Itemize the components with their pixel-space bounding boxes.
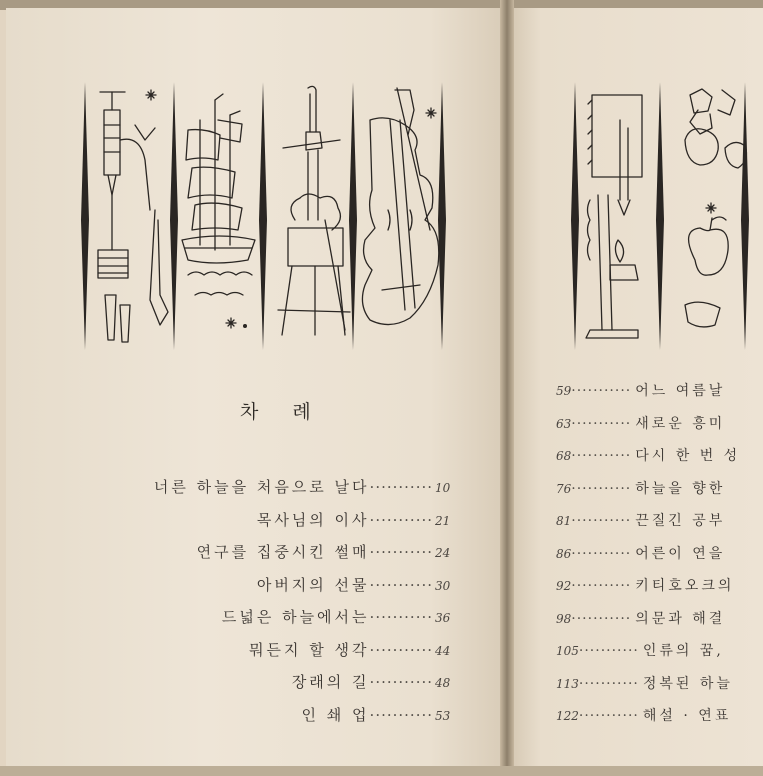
toc-leader-dots: ··········· bbox=[578, 675, 639, 692]
left-illustration-band bbox=[70, 80, 460, 355]
book-edge-bottom bbox=[0, 766, 763, 776]
toc-leader-dots: ··········· bbox=[571, 415, 632, 432]
toc-entry bbox=[556, 608, 740, 641]
toc-entry-title: 키티호오크의 bbox=[635, 578, 735, 594]
toc-entry-page: 30 bbox=[435, 578, 451, 593]
toc-entry-page: 36 bbox=[435, 611, 451, 625]
toc-entry-page: 48 bbox=[435, 676, 451, 690]
toc-entry-title: 하늘을 향한 bbox=[635, 480, 726, 497]
divider-ornament-icon bbox=[81, 82, 446, 350]
toc-entry bbox=[33, 574, 453, 607]
toc-entry bbox=[556, 575, 740, 608]
toc-leader-dots: ··········· bbox=[571, 448, 632, 464]
toc-entry bbox=[33, 541, 453, 574]
toc-entry-page: 113 bbox=[556, 676, 579, 691]
toc-entry bbox=[556, 510, 740, 543]
toc-leader-dots: ··········· bbox=[369, 673, 433, 691]
cello-icon bbox=[362, 88, 438, 325]
toc-leader-dots: ··········· bbox=[369, 543, 433, 561]
toc-entry-title: 목사님의 이사 bbox=[256, 510, 370, 529]
toc-entry-page: 59 bbox=[556, 384, 572, 398]
toc-entry-page: 76 bbox=[556, 481, 572, 496]
toc-entry bbox=[33, 639, 453, 672]
toc-entry-title: 어느 여름날 bbox=[635, 383, 726, 399]
toc-entry bbox=[33, 704, 453, 737]
toc-entry-title: 의문과 해결 bbox=[635, 610, 726, 627]
toc-entry bbox=[556, 705, 740, 738]
apple-icon bbox=[685, 217, 728, 327]
toc-entry bbox=[556, 543, 740, 576]
toc-entry-page: 24 bbox=[435, 546, 451, 560]
toc-leader-dots: ··········· bbox=[571, 513, 632, 529]
toc-entry-title: 새로운 흥미 bbox=[635, 415, 726, 432]
syringe-icon bbox=[98, 90, 168, 342]
toc-right-list bbox=[556, 380, 740, 738]
toc-entry bbox=[556, 413, 740, 446]
toc-entry-title: 연구를 집중시킨 썰매 bbox=[196, 543, 370, 561]
page-title: 차 례 bbox=[240, 401, 325, 423]
right-illustration-band bbox=[560, 80, 763, 355]
toc-entry-title: 다시 한 번 성 bbox=[635, 448, 741, 464]
toc-entry-page: 68 bbox=[556, 449, 572, 463]
toc-entry-page: 92 bbox=[556, 579, 572, 593]
toc-entry-page: 105 bbox=[556, 644, 579, 658]
toc-entry-page: 81 bbox=[556, 514, 572, 528]
toc-entry-page: 21 bbox=[435, 513, 451, 528]
toc-leader-dots: ··········· bbox=[369, 608, 433, 626]
toc-entry-title: 뭐든지 할 생각 bbox=[249, 640, 370, 659]
toc-entry-title: 어른이 연을 bbox=[635, 545, 726, 562]
toc-leader-dots: ··········· bbox=[369, 575, 433, 594]
toc-entry bbox=[556, 445, 740, 478]
toc-entry bbox=[556, 673, 740, 706]
oil-lamp-icon bbox=[586, 195, 638, 338]
toc-leader-dots: ··········· bbox=[578, 708, 639, 724]
divider-ornament-icon bbox=[571, 82, 749, 350]
toc-entry-title: 너른 하늘을 처음으로 날다 bbox=[153, 478, 370, 496]
toc-entry-title: 아버지의 선물 bbox=[256, 575, 370, 594]
book-gutter bbox=[500, 0, 514, 776]
picture-frame-icon bbox=[588, 95, 642, 215]
toc-entry bbox=[33, 606, 453, 639]
toc-leader-dots: ··········· bbox=[571, 383, 632, 399]
toc-leader-dots: ··········· bbox=[571, 578, 632, 594]
toc-entry-title: 끈질긴 공부 bbox=[635, 513, 726, 529]
toc-left-list bbox=[33, 476, 453, 736]
toc-leader-dots: ··········· bbox=[369, 510, 433, 529]
toc-entry-page: 10 bbox=[435, 481, 451, 495]
toc-entry-title: 인 쇄 업 bbox=[301, 705, 370, 724]
toc-entry bbox=[556, 380, 740, 413]
toc-leader-dots: ··········· bbox=[571, 480, 632, 497]
sword-icon bbox=[278, 86, 350, 335]
toc-entry-title: 정복된 하늘 bbox=[642, 675, 733, 692]
toc-entry bbox=[556, 478, 740, 511]
toc-entry-page: 86 bbox=[556, 546, 572, 561]
toc-entry-title: 해설 · 연표 bbox=[642, 708, 732, 724]
flower-icon bbox=[685, 89, 746, 213]
toc-entry-page: 98 bbox=[556, 611, 572, 626]
toc-entry-page: 122 bbox=[556, 709, 579, 723]
sailing-ship-icon bbox=[182, 94, 255, 328]
toc-entry bbox=[556, 640, 740, 673]
toc-entry bbox=[33, 509, 453, 542]
toc-leader-dots: ··········· bbox=[578, 643, 639, 659]
toc-leader-dots: ··········· bbox=[369, 705, 433, 724]
toc-entry-page: 63 bbox=[556, 416, 572, 431]
toc-entry-title: 장래의 길 bbox=[291, 673, 370, 691]
toc-leader-dots: ··········· bbox=[571, 545, 632, 562]
toc-entry-title: 드넓은 하늘에서는 bbox=[221, 608, 370, 626]
toc-leader-dots: ··········· bbox=[369, 478, 433, 496]
toc-entry-title: 인류의 꿈, bbox=[642, 643, 724, 659]
toc-entry bbox=[33, 671, 453, 704]
toc-leader-dots: ··········· bbox=[369, 640, 433, 659]
toc-entry bbox=[33, 476, 453, 509]
toc-entry-page: 44 bbox=[435, 643, 451, 658]
toc-entry-page: 53 bbox=[435, 708, 451, 723]
toc-leader-dots: ··········· bbox=[571, 610, 632, 627]
